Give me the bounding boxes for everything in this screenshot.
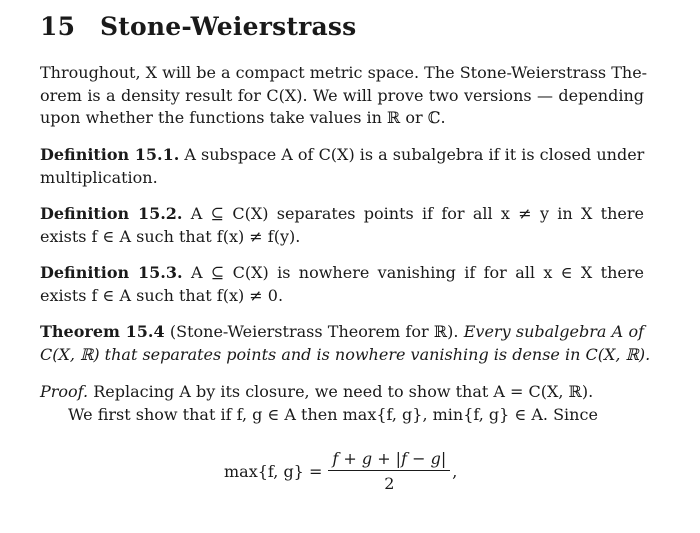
- def2-text-1: A ⊆ C(X) separates points if for all x ≠ y in X there: [190, 204, 644, 223]
- intro-paragraph: [40, 62, 648, 130]
- thm-text-1: Every subalgebra A of: [463, 322, 645, 341]
- proof-line-1: [40, 381, 644, 404]
- def2-line-1: [40, 203, 644, 226]
- def3-label: Definition 15.3.: [40, 263, 183, 282]
- def1-line-1: [40, 144, 644, 167]
- def2-label: Definition 15.2.: [40, 204, 183, 223]
- thm-paren: (Stone-Weierstrass Theorem for ℝ).: [169, 322, 459, 341]
- proof-line-2: We first show that if f, g ∈ A then max{f, g}, min{f, g} ∈ A. Since: [68, 404, 598, 424]
- equation-lhs: max{f, g} =: [224, 461, 323, 481]
- thm-line-1: [40, 321, 644, 344]
- proof-text-1: Replacing A by its closure, we need to show that A = C(X, ℝ).: [93, 382, 594, 401]
- proof-label: Proof.: [40, 382, 89, 401]
- definition-15-1: [40, 144, 644, 189]
- max-equation: [224, 449, 457, 493]
- def1-text-1: A subspace A of C(X) is a subalgebra if it is closed under: [184, 145, 645, 164]
- equation-denominator: 2: [384, 474, 395, 493]
- equation-numerator: f + g + |f − g|: [328, 449, 450, 471]
- definition-15-2: [40, 203, 644, 248]
- def3-line-1: [40, 262, 644, 285]
- equation-fraction: [328, 449, 450, 493]
- intro-line-3: upon whether the functions take values in ℝ or ℂ.: [40, 108, 446, 127]
- intro-line-1: Throughout, X will be a compact metric space. The Stone-Weierstrass The-: [40, 63, 648, 82]
- intro-line-2: orem is a density result for C(X). We will prove two versions — depending: [40, 85, 644, 105]
- section-number: 15: [40, 12, 76, 41]
- def1-label: Definition 15.1.: [40, 145, 180, 164]
- definition-15-3: [40, 262, 644, 307]
- section-heading: [40, 12, 356, 41]
- equation-trail: ,: [452, 461, 458, 481]
- thm-label: Theorem 15.4: [40, 322, 165, 341]
- section-title: Stone-Weierstrass: [100, 12, 357, 41]
- def1-line-2: multiplication.: [40, 167, 158, 187]
- proof-paragraph: [40, 381, 644, 426]
- def2-line-2: exists f ∈ A such that f(x) ≠ f(y).: [40, 226, 301, 246]
- def3-text-1: A ⊆ C(X) is nowhere vanishing if for all x ∈ X there: [190, 263, 645, 282]
- theorem-15-4: [40, 321, 651, 366]
- def3-line-2: exists f ∈ A such that f(x) ≠ 0.: [40, 285, 284, 305]
- thm-line-2: C(X, ℝ) that separates points and is nowhere vanishing is dense in C(X, ℝ).: [40, 344, 651, 364]
